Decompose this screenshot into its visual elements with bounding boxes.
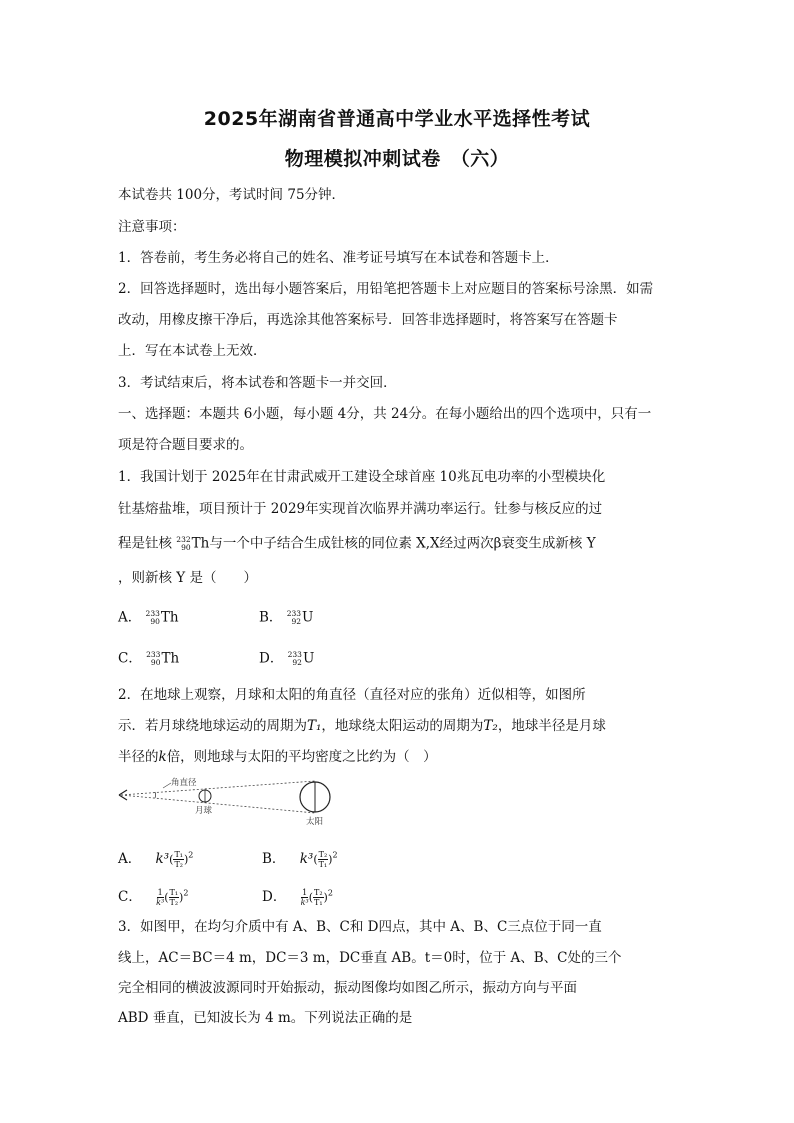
q3-line-1: 3．如图甲，在均匀介质中有 A、B、C和 D四点，其中 A、B、C三点位于同一直 bbox=[118, 919, 602, 935]
q1-option-b[interactable] bbox=[259, 610, 313, 626]
option-letter: D． bbox=[259, 650, 284, 667]
q2-line-3-post: 倍，则地球与太阳的平均密度之比约为（ ） bbox=[166, 749, 437, 765]
q2-line-2-pre: 示．若月球绕地球运动的周期为 bbox=[118, 718, 307, 734]
mass-number: 233 bbox=[287, 650, 302, 659]
period-fraction bbox=[313, 888, 324, 907]
period-fraction bbox=[318, 850, 329, 869]
exponent: 2 bbox=[327, 888, 333, 898]
angle-pointer bbox=[163, 783, 171, 788]
sun-label: 太阳 bbox=[306, 817, 324, 827]
sight-line-upper bbox=[121, 781, 315, 795]
denominator: T₁ bbox=[313, 898, 323, 907]
q2-option-a[interactable]: A． k³( $\frac{\text{T₁}}{\text{T₂}}$ )$^2$ bbox=[118, 850, 194, 869]
element-symbol: U bbox=[302, 650, 315, 667]
atomic-number: 92 bbox=[292, 658, 302, 667]
q1-line-3-pre: 程是钍核 bbox=[118, 535, 172, 552]
denominator: k³ bbox=[156, 898, 165, 907]
coefficient-fraction bbox=[301, 888, 309, 907]
intro-line: 本试卷共 100分，考试时间 75分钟． bbox=[118, 187, 346, 203]
notice-item-1: 1．答卷前，考生务必将自己的姓名、准考证号填写在本试卷和答题卡上． bbox=[118, 250, 559, 266]
exam-title: 2025年湖南省普通高中学业水平选择性考试 bbox=[203, 108, 591, 130]
q1-line-3 bbox=[118, 536, 596, 552]
notice-title: 注意事项： bbox=[118, 219, 186, 235]
denominator: T₂ bbox=[174, 860, 183, 869]
coefficient: k³ bbox=[299, 851, 314, 867]
element-symbol: Th bbox=[160, 609, 179, 626]
angle-arc bbox=[155, 792, 156, 798]
q3-line-4: ABD 垂直，已知波长为 4 m。下列说法正确的是 bbox=[118, 1010, 413, 1026]
period-fraction bbox=[173, 850, 184, 869]
coefficient-fraction bbox=[156, 888, 164, 907]
exponent: 2 bbox=[188, 850, 194, 860]
notice-item-2b: 改动，用橡皮擦干净后，再选涂其他答案标号．回答非选择题时，将答案写在答题卡 bbox=[118, 312, 618, 328]
q1-line-3-post: 与一个中子结合生成钍核的同位素 X,X经过两次β衰变生成新核 Y bbox=[209, 535, 596, 552]
element-symbol: U bbox=[302, 609, 314, 626]
option-nuclide bbox=[146, 651, 179, 667]
option-letter: D． bbox=[262, 889, 287, 905]
section-heading: 一、选择题：本题共 6小题，每小题 4分，共 24分。在每小题给出的四个选项中，只有一 bbox=[118, 406, 652, 422]
period-t1: T₁ bbox=[307, 718, 322, 734]
period-fraction bbox=[169, 888, 180, 907]
numerator: 1 bbox=[302, 888, 308, 897]
option-letter: B． bbox=[259, 609, 283, 626]
q3-line-3: 完全相同的横波波源同时开始振动，振动图像均如图乙所示，振动方向与平面 bbox=[118, 980, 577, 996]
numerator: T₁ bbox=[169, 888, 179, 897]
denominator: T₂ bbox=[169, 898, 179, 907]
q2-option-c[interactable]: C． $\frac{1}{\text{k³}}$ ( $\frac{\text{T₁}}{\text{T₂}}$ )$^2$ bbox=[118, 888, 189, 907]
q1-option-c[interactable] bbox=[118, 651, 179, 667]
atomic-number: 90 bbox=[181, 543, 191, 552]
mass-number: 233 bbox=[145, 609, 160, 618]
q2-line-3-pre: 半径的 bbox=[118, 749, 159, 765]
thorium-nuclide bbox=[176, 536, 209, 552]
numerator: T₁ bbox=[174, 850, 183, 859]
numerator: 1 bbox=[157, 888, 163, 897]
exponent: 2 bbox=[183, 888, 189, 898]
option-nuclide bbox=[288, 651, 315, 667]
element-symbol: Th bbox=[161, 650, 180, 667]
option-letter: C． bbox=[118, 889, 142, 905]
q2-option-d[interactable]: D． $\frac{1}{\text{k³}}$ ( $\frac{\text{T₂}}{\text{T₁}}$ )$^2$ bbox=[262, 888, 333, 907]
moon-label: 月球 bbox=[195, 806, 213, 816]
mass-number: 232 bbox=[176, 535, 191, 544]
q2-line-1: 2．在地球上观察，月球和太阳的角直径（直径对应的张角）近似相等，如图所 bbox=[118, 687, 586, 703]
q1-option-a[interactable] bbox=[118, 610, 179, 626]
notice-item-2c: 上．写在本试卷上无效． bbox=[118, 343, 267, 359]
period-t2: T₂ bbox=[483, 718, 498, 734]
atomic-number: 90 bbox=[150, 658, 161, 667]
option-nuclide bbox=[287, 610, 314, 626]
section-heading-cont: 项是符合题目要求的。 bbox=[118, 437, 253, 453]
element-symbol: Th bbox=[191, 535, 210, 552]
angle-label: 角直径 bbox=[171, 778, 197, 788]
option-letter: B． bbox=[262, 851, 286, 867]
ratio-k: k bbox=[158, 749, 167, 765]
q1-option-d[interactable] bbox=[259, 651, 314, 667]
mass-number: 233 bbox=[146, 650, 161, 659]
q2-line-2-post: ，地球半径是月球 bbox=[497, 718, 606, 734]
q2-line-3 bbox=[118, 751, 437, 765]
coefficient: k³ bbox=[155, 851, 170, 867]
mass-number: 233 bbox=[286, 609, 302, 618]
atomic-number: 92 bbox=[291, 617, 302, 626]
exam-subtitle: 物理模拟冲刺试卷 （六） bbox=[284, 148, 510, 170]
q1-line-2: 钍基熔盐堆，项目预计于 2029年实现首次临界并满功率运行。钍参与核反应的过 bbox=[118, 501, 603, 517]
q2-line-2-mid: ，地球绕太阳运动的周期为 bbox=[321, 718, 484, 734]
denominator: T₁ bbox=[318, 860, 328, 869]
exponent: 2 bbox=[332, 850, 338, 860]
sight-line-lower bbox=[121, 795, 315, 813]
notice-item-3: 3．考试结束后，将本试卷和答题卡一并交回． bbox=[118, 375, 397, 391]
q1-line-4: ，则新核 Y 是（ ） bbox=[118, 570, 257, 586]
option-letter: C． bbox=[118, 650, 142, 667]
q2-line-2 bbox=[118, 720, 606, 734]
numerator: T₂ bbox=[318, 850, 328, 859]
angular-diameter-figure bbox=[115, 775, 340, 830]
notice-item-2a: 2．回答选择题时，选出每小题答案后，用铅笔把答题卡上对应题目的答案标号涂黑．如需 bbox=[118, 281, 654, 297]
option-nuclide bbox=[146, 610, 179, 626]
option-letter: A． bbox=[118, 851, 142, 867]
q1-line-1: 1．我国计划于 2025年在甘肃武威开工建设全球首座 10兆瓦电功率的小型模块化 bbox=[118, 469, 606, 485]
denominator: k³ bbox=[300, 898, 309, 907]
q2-option-b[interactable]: B． k³( $\frac{\text{T₂}}{\text{T₁}}$ )$^2$ bbox=[262, 850, 338, 869]
numerator: T₂ bbox=[313, 888, 323, 897]
option-letter: A． bbox=[118, 609, 142, 626]
atomic-number: 90 bbox=[150, 617, 160, 626]
q3-line-2: 线上，AC＝BC＝4 m，DC＝3 m，DC垂直 AB。t＝0时，位于 A、B、C处的三个 bbox=[118, 950, 622, 966]
